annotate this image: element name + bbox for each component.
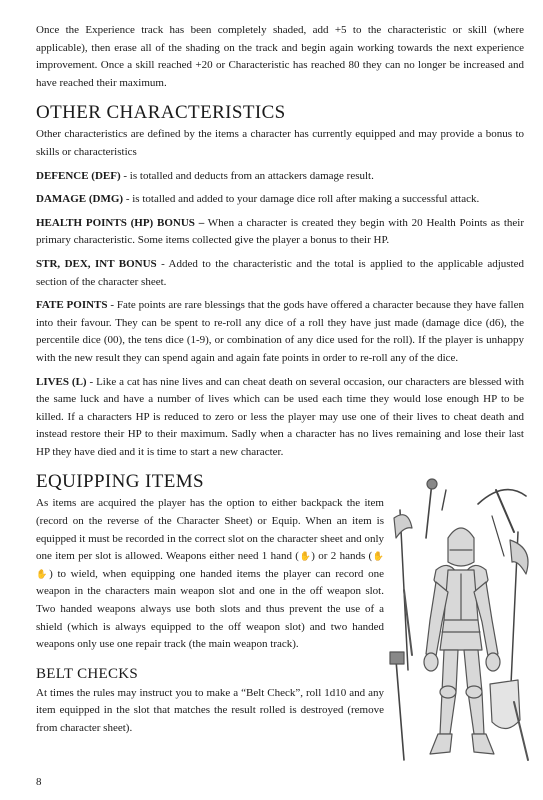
fate-term: FATE POINTS — [36, 299, 108, 312]
health-paragraph — [36, 215, 524, 250]
str-dex-int-paragraph — [36, 256, 524, 291]
heading-belt-checks: BELT CHECKS — [36, 665, 139, 682]
damage-text: - is totalled and added to your damage dice roll after making a successful attack. — [123, 193, 480, 206]
one-hand-icon: ✋ — [298, 551, 312, 562]
fate-text: - Fate points are rare blessings that the gods have offered a character because they have fallen into their favour. They can be spent to re-roll any dice of a roll they have just made (damage dice (d6), the percentile dice (00), the tens dice (1-9), or combination of any dice used for the roll). If the player is unhappy with the new result they can spend again and again fate points in order to re-roll any of the dice. — [36, 299, 524, 364]
heading-equipping-items: EQUIPPING ITEMS — [36, 471, 205, 493]
heading-other-characteristics: OTHER CHARACTERISTICS — [36, 102, 286, 124]
health-term: HEALTH POINTS (HP) BONUS – — [36, 216, 205, 229]
health-text: When a character is created they begin with 20 Health Points as their primary characteristic. Some items collected give the player a bonus to their HP. — [36, 216, 524, 247]
defence-text: - is totalled and deducts from an attackers damage result. — [120, 169, 374, 182]
equipping-text-2: ) or 2 hands ( — [311, 550, 373, 563]
other-characteristics-intro: Other characteristics are defined by the items a character has currently equipped and may provide a bonus to skills or characteristics — [36, 128, 524, 158]
intro-paragraph: Once the Experience track has been completely shaded, add +5 to the characteristic or skill (where applicable), then erase all of the shading on the track and begin again working towards the next experience improvement. Once a skill reached +20 or Characteristic has reached 80 they can no longer be increased and have reached their maximum. — [36, 24, 524, 89]
equipping-paragraph — [36, 495, 384, 653]
knight-armor-weapons-illustration-icon — [386, 470, 536, 770]
defence-term: DEFENCE (DEF) — [36, 169, 121, 182]
equipping-text-1: As items are acquired the player has the option to either backpack the item (record on the reverse of the Character Sheet) or Equip. When an item is equipped it must be recorded in the correct slot on the character sheet and only one item per slot is allowed. Weapons either need 1 hand ( — [36, 497, 384, 563]
str-dex-int-term: STR, DEX, INT BONUS — [36, 257, 157, 270]
two-hands-icon: ✋✋ — [36, 551, 384, 579]
lives-paragraph — [36, 374, 524, 462]
lives-term: LIVES (L) — [36, 375, 87, 388]
fate-paragraph — [36, 297, 524, 367]
equipping-text-3: ) to wield, when equipping one handed items the player can record one weapon in the characters main weapon slot and one in the off weapon slot. Two handed weapons always use both slots and thus prevent the use of a shield (which is always equipped to the off weapon slot) and two handed weapons only use one repair track (the main weapon track). — [36, 567, 384, 651]
damage-paragraph — [36, 191, 524, 209]
belt-checks-paragraph: At times the rules may instruct you to make a “Belt Check”, roll 1d10 and any item equipped in the slot that matches the result rolled is destroyed (remove from character sheet). — [36, 686, 384, 734]
damage-term: DAMAGE (DMG) — [36, 193, 124, 206]
lives-text: - Like a cat has nine lives and can cheat death on several occasion, our characters are blessed with the same luck and have a number of lives which can be used each time they would lose enough HP to be killed. If a characters HP is reduced to zero or less the player may use one of their lives to cheat death and instead restore their HP to their maximum. Sadly when a character has no lives remaining and lose their last HP they have died and it is time to start a new character. — [36, 375, 524, 458]
defence-paragraph — [36, 168, 524, 186]
page-number: 8 — [36, 776, 42, 788]
str-dex-int-text: - Added to the characteristic and the total is applied to the applicable adjusted section of the character sheet. — [36, 257, 524, 288]
